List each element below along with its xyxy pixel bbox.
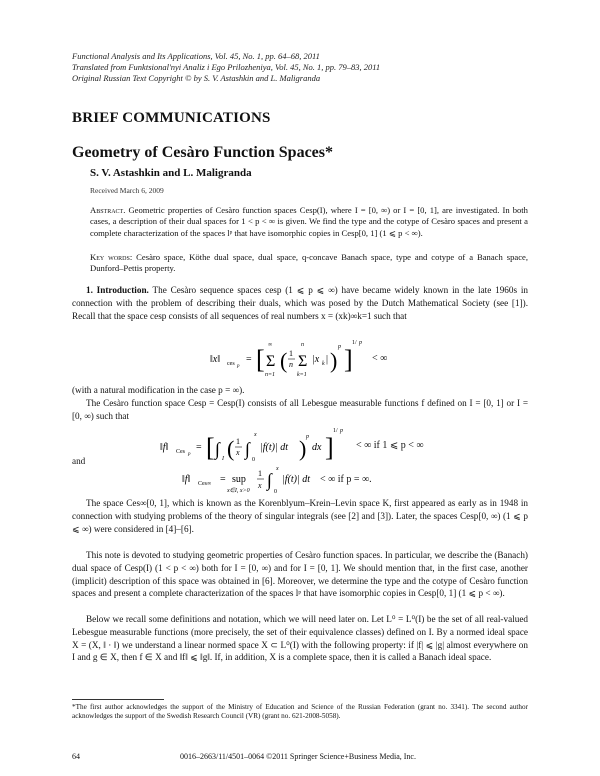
svg-text:[: [ (206, 433, 215, 462)
svg-text:x∈I, x>0: x∈I, x>0 (227, 488, 250, 494)
svg-text:k: k (322, 361, 325, 367)
intro-paragraph-1 (72, 284, 528, 322)
section-heading: BRIEF COMMUNICATIONS (72, 110, 271, 126)
intro-paragraph-1b (72, 384, 528, 397)
svg-text:n=1: n=1 (265, 372, 276, 378)
intro-paragraph-2 (72, 397, 528, 423)
svg-text:(: ( (227, 436, 235, 461)
authors: S. V. Astashkin and L. Maligranda (90, 167, 252, 179)
journal-header (72, 51, 380, 84)
svg-text:1/: 1/ (352, 340, 357, 346)
svg-text:1: 1 (289, 349, 293, 358)
svg-text:): ) (299, 436, 307, 461)
svg-text:p: p (188, 452, 191, 457)
svg-text:1: 1 (236, 437, 240, 446)
svg-text:Ces: Ces (176, 449, 185, 455)
svg-text:(: ( (280, 348, 288, 373)
svg-text:|x: |x (312, 354, 320, 365)
svg-text:p: p (338, 344, 341, 350)
formula-2-condition: < ∞ if 1 ⩽ p < ∞ (356, 440, 424, 451)
paper-title: Geometry of Cesàro Function Spaces* (72, 144, 333, 161)
svg-text:‖f‖: ‖f‖ (182, 474, 191, 485)
svg-text:x: x (258, 481, 262, 490)
footnote-rule (72, 699, 164, 700)
intro-heading: 1. Introduction. (86, 285, 149, 295)
svg-text:∞: ∞ (268, 342, 273, 348)
svg-text:=: = (220, 474, 226, 485)
svg-text:n: n (301, 342, 304, 348)
svg-text:|f(t)| dt: |f(t)| dt (282, 474, 310, 485)
svg-text:p: p (306, 434, 309, 440)
abstract-label: Abstract. (90, 205, 126, 215)
header-line-2: Translated from Funktsional'nyi Analiz i Ego Prilozheniya, Vol. 45, No. 1, pp. 79–83, 2011 (72, 62, 381, 72)
svg-text:x: x (276, 466, 279, 472)
svg-text:]: ] (325, 433, 334, 462)
keywords (90, 252, 528, 275)
intro-paragraph-3 (72, 497, 528, 535)
svg-text:Ces∞: Ces∞ (198, 481, 212, 487)
intro-p1: The Cesàro sequence spaces cesp (1 ⩽ p ⩽ ∞) have became widely known in the late 1960s in connection with the problem of describing their duals, which was posed by the Dutch Mathematical Society (see [1]). Recall that the space cesp consists of all sequences of real numbers x = (xk)∞k=1 such that (72, 285, 528, 321)
svg-text:x: x (254, 432, 257, 438)
formula-1-condition: < ∞ (372, 353, 388, 364)
svg-text:dx: dx (312, 442, 322, 453)
intro-p4: This note is devoted to studying geometric properties of Cesàro function spaces. In particular, we describe the (Banach) dual space of Cesp(I) (1 < p < ∞) both for I = [0, ∞) and for I = [0, 1]. We should mention that, in the first case, another (implicit) description of this space was obtained in [6]. Moreover, we determine the type and the cotype of Cesàro function spaces and present a complete characterization of the spaces lᵖ that have isomorphic copies in Cesp[0, 1] (1 ⩽ p < ∞). (72, 550, 528, 599)
svg-text:I: I (222, 456, 224, 462)
header-line-1: Functional Analysis and Its Applications, Vol. 45, No. 1, pp. 64–68, 2011 (72, 51, 320, 61)
keywords-text: Cesàro space, Köthe dual space, dual space, q-concave Banach space, type and cotype of a Banach space, Dunford–Pettis property. (90, 252, 528, 274)
svg-text:0: 0 (274, 489, 277, 495)
svg-text:=: = (246, 354, 252, 365)
svg-text:Σ: Σ (266, 353, 276, 370)
svg-text:]: ] (344, 345, 353, 374)
copyright-line: 0016–2663/11/4501–0064 ©2011 Springer Science+Business Media, Inc. (180, 752, 416, 761)
svg-text:1: 1 (258, 469, 262, 478)
svg-text:p: p (237, 364, 240, 369)
svg-text:∫: ∫ (245, 439, 250, 459)
svg-text:|: | (326, 354, 329, 365)
svg-text:Σ: Σ (298, 353, 308, 370)
formula-ces-sequence-norm (210, 334, 430, 384)
svg-text:n: n (289, 360, 293, 369)
abstract (90, 205, 528, 239)
svg-text:1/: 1/ (333, 428, 338, 434)
received-date: Received March 6, 2009 (90, 186, 164, 195)
svg-text:x: x (236, 448, 240, 457)
svg-text:‖x‖: ‖x‖ (210, 354, 221, 365)
intro-paragraph-4 (72, 549, 528, 600)
svg-text:∫: ∫ (267, 470, 272, 490)
svg-text:∫: ∫ (215, 439, 220, 459)
svg-text:k=1: k=1 (297, 372, 307, 378)
formula-3-condition: < ∞ if p = ∞. (320, 474, 372, 485)
intro-p3: The space Ces∞[0, 1], which is known as the Korenblyum–Krein–Levin space K, first appeared as early as in 1948 in connection with studying problems of the theory of singular integrals (see [2] and [3]). Later, the spaces Cesp[0, ∞) (1 ⩽ p ⩽ ∞) were considered in [4]–[6]. (72, 498, 528, 534)
keywords-label: Key words: (90, 252, 133, 262)
abstract-text: Geometric properties of Cesàro function spaces Cesp(I), where I = [0, ∞) or I = [0, 1], are investigated. In both cases, a description of their dual spaces for 1 < p < ∞ is given. We find the type and the cotype of Cesàro spaces and present a complete characterization of the spaces lᵖ that have isomorphic copies in Cesp[0, 1] (1 ⩽ p < ∞). (90, 205, 528, 238)
intro-p1b: (with a natural modification in the case p = ∞). (72, 385, 245, 395)
footnote: *The first author acknowledges the support of the Ministry of Education and Science of the Russian Federation (grant no. 3341). The second author acknowledges the support of the Swedish Research Council (VR) (grant no. 621-2008-5058). (72, 703, 528, 721)
svg-text:0: 0 (252, 457, 255, 463)
svg-text:sup: sup (232, 474, 246, 485)
svg-text:): ) (330, 348, 338, 373)
svg-text:|f(t)| dt: |f(t)| dt (260, 442, 288, 453)
intro-paragraph-5 (72, 613, 528, 664)
svg-text:p: p (359, 340, 362, 346)
header-line-3: Original Russian Text Copyright © by S. V. Astashkin and L. Maligranda (72, 73, 321, 83)
intro-p2: The Cesàro function space Cesp = Cesp(I) consists of all Lebesgue measurable functions f defined on I = [0, 1] or I = [0, ∞) such that (72, 398, 528, 421)
svg-text:[: [ (256, 345, 265, 374)
and-word: and (72, 456, 86, 466)
svg-text:ces: ces (227, 361, 235, 367)
intro-p5: Below we recall some definitions and notation, which we will need later on. Let L⁰ = L⁰(I) be the set of all real-valued Lebesgue measurable functions (more precisely, the set of their equivalence classes) defined on I. By a normed ideal space X = (X, ‖ · ‖) we understand a linear normed space X ⊂ L⁰(I) with the following property: if |f| ⩽ |g| almost everywhere on I and g ∈ X, then f ∈ X and ‖f‖ ⩽ ‖g‖. If, in addition, X is a complete space, then it is called a Banach ideal space. (72, 614, 528, 663)
svg-text:p: p (340, 428, 343, 434)
page-number: 64 (72, 752, 80, 761)
svg-text:‖f‖: ‖f‖ (160, 442, 169, 453)
svg-text:=: = (196, 442, 202, 453)
